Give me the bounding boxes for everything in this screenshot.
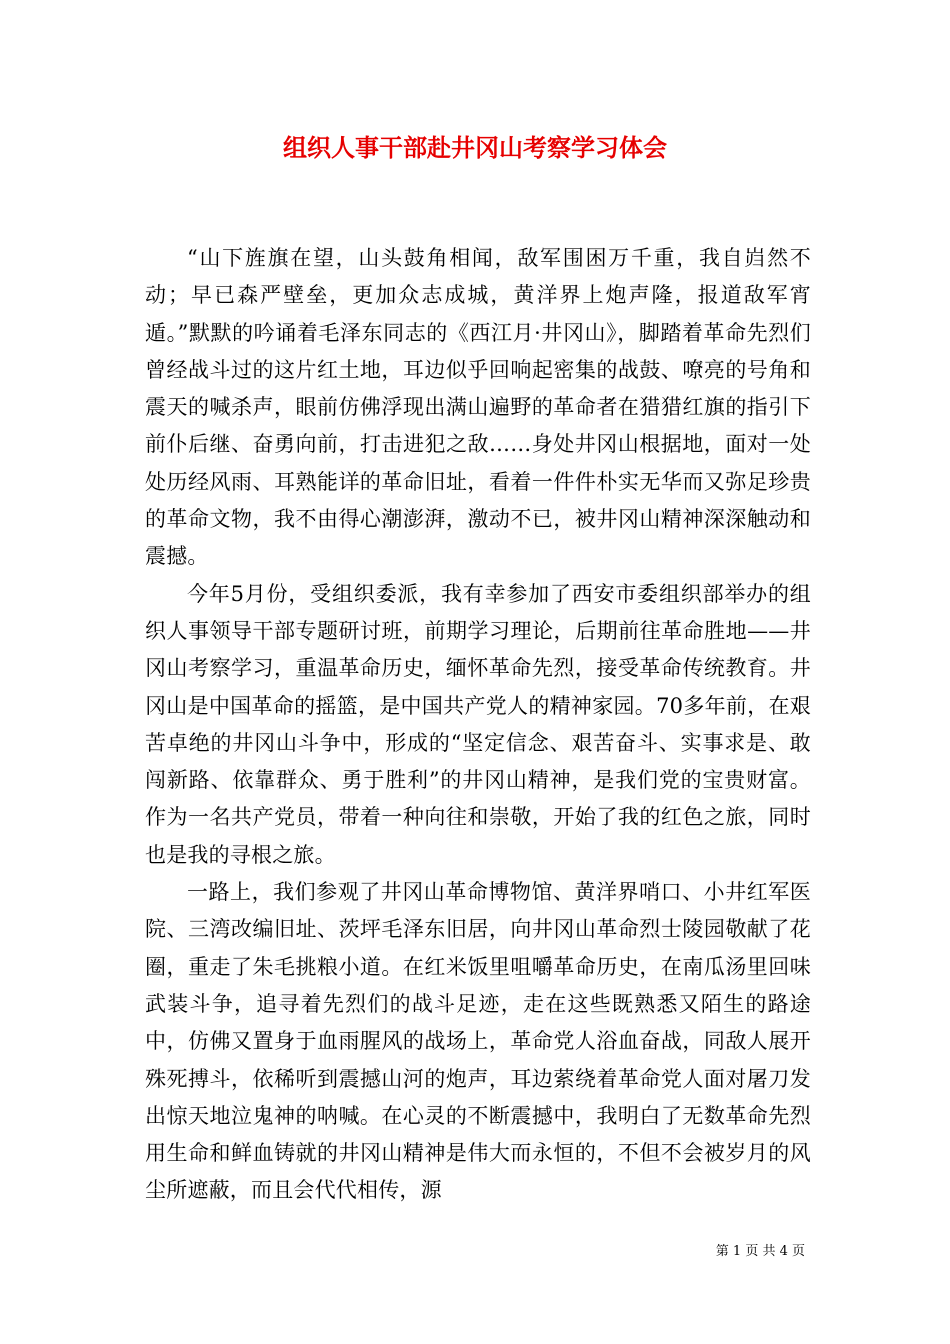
document-body (145, 240, 811, 1210)
paragraph-3: 一路上，我们参观了井冈山革命博物馆、黄洋界哨口、小井红军医院、三湾改编旧址、茨坪毛泽东旧居，向井冈山革命烈士陵园敬献了花圈，重走了朱毛挑粮小道。在红米饭里咀嚼革命历史，在南瓜汤里回味武装斗争，追寻着先烈们的战斗足迹，走在这些既熟悉又陌生的路途中，仿佛又置身于血雨腥风的战场上，革命党人浴血奋战，同敌人展开殊死搏斗，依稀听到震撼山河的炮声，耳边萦绕着革命党人面对屠刀发出惊天地泣鬼神的呐喊。在心灵的不断震撼中，我明白了无数革命先烈用生命和鲜血铸就的井冈山精神是伟大而永恒的，不但不会被岁月的风尘所遮蔽，而且会代代相传，源 (145, 880, 811, 1203)
page-number-footer: 第 1 页 共 4 页 (715, 1244, 805, 1259)
document-title: 组织人事干部赴井冈山考察学习体会 (283, 133, 667, 162)
paragraph-2: 今年5月份，受组织委派，我有幸参加了西安市委组织部举办的组织人事领导干部专题研讨班，前期学习理论，后期前往革命胜地——井冈山考察学习，重温革命历史，缅怀革命先烈，接受革命传统教育。井冈山是中国革命的摇篮，是中国共产党人的精神家园。70多年前，在艰苦卓绝的井冈山斗争中，形成的“坚定信念、艰苦奋斗、实事求是、敢闯新路、依靠群众、勇于胜利”的井冈山精神，是我们党的宝贵财富。作为一名共产党员，带着一种向往和崇敬，开始了我的红色之旅，同时也是我的寻根之旅。 (145, 581, 811, 867)
paragraph-1: “山下旌旗在望，山头鼓角相闻，敌军围困万千重，我自岿然不动；早已森严壁垒，更加众志成城，黄洋界上炮声隆，报道敌军宵遁。”默默的吟诵着毛泽东同志的《西江月·井冈山》，脚踏着革命先烈们曾经战斗过的这片红土地，耳边似乎回响起密集的战鼓、嘹亮的号角和震天的喊杀声，眼前仿佛浮现出满山遍野的革命者在猎猎红旗的指引下前仆后继、奋勇向前，打击进犯之敌……身处井冈山根据地，面对一处处历经风雨、耳熟能详的革命旧址，看着一件件朴实无华而又弥足珍贵的革命文物，我不由得心潮澎湃，激动不已，被井冈山精神深深触动和震撼。 (145, 246, 811, 569)
